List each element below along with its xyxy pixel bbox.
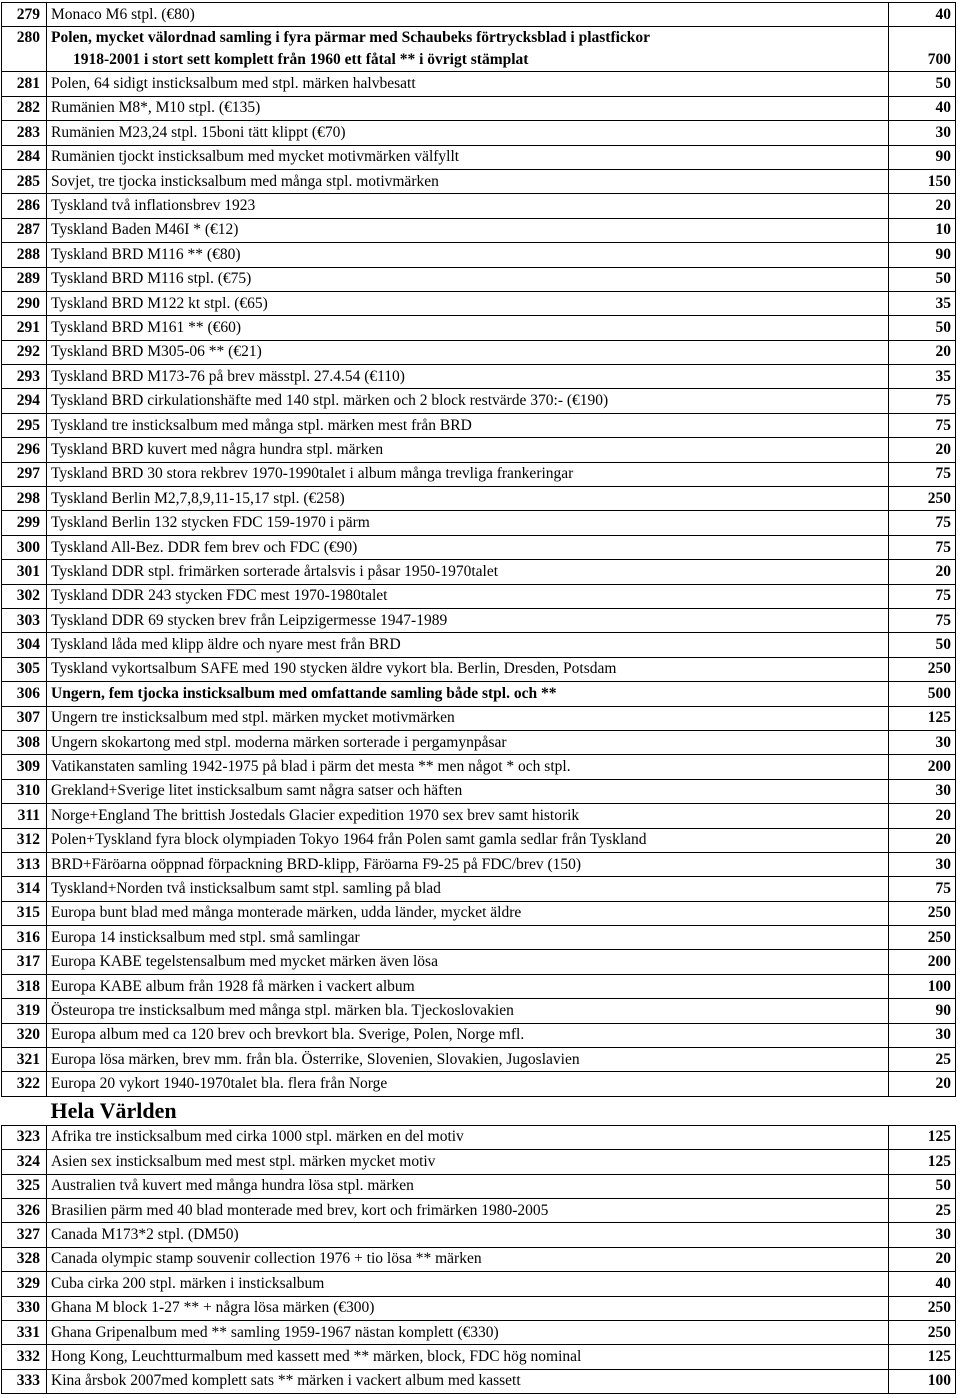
lot-number: 310 [2,779,47,803]
lot-description: Monaco M6 stpl. (€80) [47,3,889,27]
lot-description: Polen, mycket välordnad samling i fyra pärmar med Schaubeks förtrycksblad i plastfickor [47,27,889,50]
lot-price: 700 [889,49,956,72]
lot-row [2,365,956,389]
lot-number: 321 [2,1048,47,1072]
lot-description: Rumänien M23,24 stpl. 15boni tätt klippt (€70) [47,121,889,145]
lot-description: Östeuropa tre insticksalbum med många stpl. märken bla. Tjeckoslovakien [47,999,889,1023]
lot-description: Ungern, fem tjocka insticksalbum med omfattande samling både stpl. och ** [47,682,889,706]
lot-description: Tyskland+Norden två insticksalbum samt stpl. samling på blad [47,877,889,901]
lot-number: 303 [2,608,47,632]
lot-description: Rumänien tjockt insticksalbum med mycket motivmärken välfyllt [47,145,889,169]
lot-description: BRD+Färöarna oöppnad förpackning BRD-klipp, Färöarna F9-25 på FDC/brev (150) [47,852,889,876]
lot-description: Europa lösa märken, brev mm. från bla. Österrike, Slovenien, Slovakien, Jugoslavien [47,1048,889,1072]
lot-row [2,389,956,413]
lot-price: 75 [889,584,956,608]
lot-row [2,1247,956,1271]
lot-number: 305 [2,657,47,681]
lot-number: 330 [2,1296,47,1320]
lot-price: 250 [889,1296,956,1320]
lot-row [2,1048,956,1072]
lot-description: Australien två kuvert med många hundra lösa stpl. märken [47,1174,889,1198]
lot-description: Cuba cirka 200 stpl. märken i insticksalbum [47,1272,889,1296]
lot-row [2,121,956,145]
lot-number: 304 [2,633,47,657]
lot-row [2,462,956,486]
lot-description: Europa 20 vykort 1940-1970talet bla. flera från Norge [47,1072,889,1096]
lot-description: Tyskland BRD 30 stora rekbrev 1970-1990talet i album många trevliga frankeringar [47,462,889,486]
lot-row [2,96,956,120]
lot-description: Europa album med ca 120 brev och brevkort bla. Sverige, Polen, Norge mfl. [47,1023,889,1047]
lot-row [2,877,956,901]
lot-price: 200 [889,755,956,779]
lot-number: 312 [2,828,47,852]
lot-row [2,852,956,876]
lot-price: 50 [889,72,956,96]
lot-description: Tyskland BRD M173-76 på brev mässtpl. 27.4.54 (€110) [47,365,889,389]
lot-price: 125 [889,1345,956,1369]
lot-row [2,608,956,632]
lot-price: 30 [889,121,956,145]
lot-row [2,804,956,828]
lot-price: 40 [889,96,956,120]
lot-price: 20 [889,560,956,584]
lot-price: 20 [889,438,956,462]
heading-num-cell [2,1096,47,1125]
lot-description: Europa KABE tegelstensalbum med mycket märken även lösa [47,950,889,974]
lot-number: 318 [2,974,47,998]
lot-description: Tyskland låda med klipp äldre och nyare mest från BRD [47,633,889,657]
lot-description: Ghana Gripenalbum med ** samling 1959-1967 nästan komplett (€330) [47,1320,889,1344]
section-heading-row-group [2,1096,956,1125]
lot-table-body-top [2,3,956,1097]
lot-number: 329 [2,1272,47,1296]
lot-row [2,974,956,998]
lot-price: 25 [889,1198,956,1222]
lot-description: Polen+Tyskland fyra block olympiaden Tokyo 1964 från Polen samt gamla sedlar från Tyskland [47,828,889,852]
lot-description: Tyskland BRD M116 ** (€80) [47,243,889,267]
lot-description: Afrika tre insticksalbum med cirka 1000 stpl. märken en del motiv [47,1125,889,1149]
lot-number: 325 [2,1174,47,1198]
section-heading-row [2,1096,956,1125]
lot-row [2,1320,956,1344]
lot-description: Tyskland DDR stpl. frimärken sorterade årtalsvis i påsar 1950-1970talet [47,560,889,584]
lot-number: 333 [2,1369,47,1393]
lot-number: 326 [2,1198,47,1222]
lot-price: 20 [889,804,956,828]
lot-description: Asien sex insticksalbum med mest stpl. märken mycket motiv [47,1150,889,1174]
lot-price: 100 [889,974,956,998]
lot-price: 75 [889,462,956,486]
lot-number: 299 [2,511,47,535]
lot-number: 280 [2,27,47,50]
lot-description: Tyskland BRD kuvert med några hundra stpl. märken [47,438,889,462]
lot-description: Tyskland BRD cirkulationshäfte med 140 stpl. märken och 2 block restvärde 370:- (€190) [47,389,889,413]
lot-row [2,218,956,242]
lot-description: Polen, 64 sidigt insticksalbum med stpl. märken halvbesatt [47,72,889,96]
lot-row [2,584,956,608]
lot-row [2,706,956,730]
lot-number: 322 [2,1072,47,1096]
lot-price: 200 [889,950,956,974]
lot-description: Tyskland BRD M122 kt stpl. (€65) [47,291,889,315]
lot-number: 281 [2,72,47,96]
lot-price [889,27,956,50]
lot-row [2,49,956,72]
lot-number: 328 [2,1247,47,1271]
lot-price: 20 [889,828,956,852]
lot-row [2,926,956,950]
lot-row [2,828,956,852]
lot-price: 30 [889,1023,956,1047]
lot-row [2,730,956,754]
lot-row [2,243,956,267]
lot-description: Ghana M block 1-27 ** + några lösa märken (€300) [47,1296,889,1320]
lot-table-body-bottom [2,1125,956,1393]
lot-price: 75 [889,535,956,559]
lot-number: 287 [2,218,47,242]
lot-description: Tyskland tre insticksalbum med många stpl. märken mest från BRD [47,413,889,437]
lot-price: 250 [889,926,956,950]
lot-price: 50 [889,633,956,657]
lot-price: 75 [889,389,956,413]
lot-number: 286 [2,194,47,218]
lot-row [2,779,956,803]
lot-price: 30 [889,1223,956,1247]
lot-description: Tyskland BRD M305-06 ** (€21) [47,340,889,364]
lot-description: Tyskland All-Bez. DDR fem brev och FDC (€90) [47,535,889,559]
lot-row [2,560,956,584]
lot-number: 309 [2,755,47,779]
lot-row [2,1223,956,1247]
lot-number: 283 [2,121,47,145]
lot-number: 300 [2,535,47,559]
lot-number: 317 [2,950,47,974]
lot-row [2,657,956,681]
lot-description: Vatikanstaten samling 1942-1975 på blad i pärm det mesta ** men något * och stpl. [47,755,889,779]
lot-number: 307 [2,706,47,730]
lot-number: 291 [2,316,47,340]
lot-number: 298 [2,487,47,511]
lot-price: 100 [889,1369,956,1393]
lot-price: 75 [889,511,956,535]
lot-number: 282 [2,96,47,120]
lot-row [2,1072,956,1096]
lot-price: 40 [889,3,956,27]
lot-description: Tyskland BRD M161 ** (€60) [47,316,889,340]
heading-price-cell [889,1096,956,1125]
lot-price: 30 [889,852,956,876]
lot-description: Europa bunt blad med många monterade märken, udda länder, mycket äldre [47,901,889,925]
lot-number: 289 [2,267,47,291]
lot-row [2,535,956,559]
lot-number: 306 [2,682,47,706]
lot-price: 75 [889,413,956,437]
lot-number: 311 [2,804,47,828]
lot-row [2,72,956,96]
lot-description: Tyskland vykortsalbum SAFE med 190 stycken äldre vykort bla. Berlin, Dresden, Potsdam [47,657,889,681]
auction-list-page [1,2,955,1394]
lot-row [2,682,956,706]
lot-price: 90 [889,243,956,267]
lot-row [2,1174,956,1198]
lot-number: 316 [2,926,47,950]
lot-description: Europa 14 insticksalbum med stpl. små samlingar [47,926,889,950]
lot-description: Hong Kong, Leuchtturmalbum med kassett med ** märken, block, FDC hög nominal [47,1345,889,1369]
lot-number: 308 [2,730,47,754]
lot-price: 20 [889,1247,956,1271]
section-heading: Hela Världen [47,1096,889,1125]
lot-price: 10 [889,218,956,242]
lot-description: Grekland+Sverige litet insticksalbum samt några satser och häften [47,779,889,803]
lot-description: Tyskland två inflationsbrev 1923 [47,194,889,218]
lot-number: 296 [2,438,47,462]
lot-description: 1918-2001 i stort sett komplett från 1960 ett fåtal ** i övrigt stämplat [47,49,889,72]
lot-number: 320 [2,1023,47,1047]
lot-description: Sovjet, tre tjocka insticksalbum med många stpl. motivmärken [47,169,889,193]
lot-description: Ungern skokartong med stpl. moderna märken sorterade i pergamynpåsar [47,730,889,754]
lot-description: Tyskland Baden M46I * (€12) [47,218,889,242]
lot-number: 285 [2,169,47,193]
lot-number [2,49,47,72]
lot-price: 90 [889,145,956,169]
lot-price: 20 [889,1072,956,1096]
lot-number: 293 [2,365,47,389]
lot-price: 30 [889,779,956,803]
lot-price: 75 [889,877,956,901]
lot-description: Kina årsbok 2007med komplett sats ** märken i vackert album med kassett [47,1369,889,1393]
lot-row [2,194,956,218]
lot-number: 294 [2,389,47,413]
lot-number: 301 [2,560,47,584]
lot-description: Tyskland Berlin 132 stycken FDC 159-1970 i pärm [47,511,889,535]
lot-row [2,950,956,974]
lot-price: 20 [889,194,956,218]
lot-row [2,1296,956,1320]
lot-number: 314 [2,877,47,901]
lot-price: 125 [889,1125,956,1149]
lot-number: 323 [2,1125,47,1149]
lot-price: 250 [889,657,956,681]
lot-number: 292 [2,340,47,364]
lot-price: 150 [889,169,956,193]
lot-row [2,1125,956,1149]
lot-number: 288 [2,243,47,267]
lot-price: 50 [889,267,956,291]
lot-price: 35 [889,365,956,389]
lot-price: 90 [889,999,956,1023]
lot-price: 125 [889,706,956,730]
lot-price: 40 [889,1272,956,1296]
lot-price: 250 [889,901,956,925]
lot-row [2,413,956,437]
lot-description: Brasilien pärm med 40 blad monterade med brev, kort och frimärken 1980-2005 [47,1198,889,1222]
lot-description: Tyskland DDR 243 stycken FDC mest 1970-1980talet [47,584,889,608]
lot-description: Rumänien M8*, M10 stpl. (€135) [47,96,889,120]
lot-row [2,27,956,50]
lot-number: 302 [2,584,47,608]
lot-price: 35 [889,291,956,315]
lot-number: 319 [2,999,47,1023]
lot-row [2,3,956,27]
lot-price: 500 [889,682,956,706]
lot-row [2,1150,956,1174]
lot-description: Canada M173*2 stpl. (DM50) [47,1223,889,1247]
lot-number: 284 [2,145,47,169]
lot-number: 332 [2,1345,47,1369]
lot-table [1,2,956,1394]
lot-number: 295 [2,413,47,437]
lot-row [2,511,956,535]
lot-row [2,487,956,511]
lot-description: Europa KABE album från 1928 få märken i vackert album [47,974,889,998]
lot-description: Norge+England The brittish Jostedals Glacier expedition 1970 sex brev samt historik [47,804,889,828]
lot-price: 30 [889,730,956,754]
lot-row [2,169,956,193]
lot-row [2,340,956,364]
lot-number: 279 [2,3,47,27]
lot-number: 324 [2,1150,47,1174]
lot-number: 327 [2,1223,47,1247]
lot-row [2,1023,956,1047]
lot-price: 250 [889,487,956,511]
lot-description: Canada olympic stamp souvenir collection 1976 + tio lösa ** märken [47,1247,889,1271]
lot-row [2,145,956,169]
lot-row [2,291,956,315]
lot-number: 313 [2,852,47,876]
lot-description: Tyskland Berlin M2,7,8,9,11-15,17 stpl. (€258) [47,487,889,511]
lot-number: 290 [2,291,47,315]
lot-number: 315 [2,901,47,925]
lot-row [2,267,956,291]
lot-price: 25 [889,1048,956,1072]
lot-number: 331 [2,1320,47,1344]
lot-row [2,633,956,657]
lot-number: 297 [2,462,47,486]
lot-price: 50 [889,316,956,340]
lot-price: 250 [889,1320,956,1344]
lot-description: Tyskland DDR 69 stycken brev från Leipzigermesse 1947-1989 [47,608,889,632]
lot-row [2,1198,956,1222]
lot-row [2,999,956,1023]
lot-price: 75 [889,608,956,632]
lot-row [2,316,956,340]
lot-price: 125 [889,1150,956,1174]
lot-row [2,438,956,462]
lot-description: Ungern tre insticksalbum med stpl. märken mycket motivmärken [47,706,889,730]
lot-price: 50 [889,1174,956,1198]
lot-row [2,1345,956,1369]
lot-row [2,1369,956,1393]
lot-row [2,755,956,779]
lot-row [2,901,956,925]
lot-price: 20 [889,340,956,364]
lot-description: Tyskland BRD M116 stpl. (€75) [47,267,889,291]
lot-row [2,1272,956,1296]
